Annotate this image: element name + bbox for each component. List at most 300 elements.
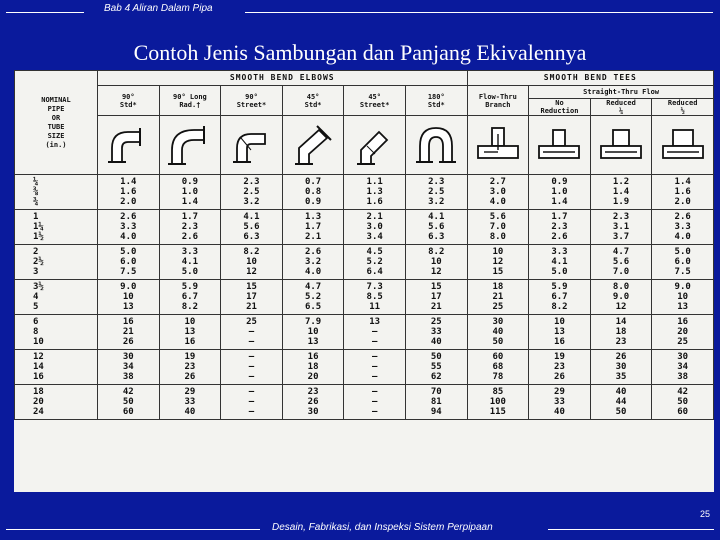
equivalent-length-value: 100 xyxy=(489,397,506,407)
equivalent-length-value: 94 xyxy=(430,407,442,417)
equivalent-length-value: 23 xyxy=(307,387,319,397)
fitting-illustration-cell xyxy=(529,116,591,175)
equivalent-length-value: 2.3 xyxy=(428,177,445,187)
equivalent-length-value: — xyxy=(371,387,378,397)
equivalent-length-value: 50 xyxy=(677,397,689,407)
pipe-size-value: 5 xyxy=(33,302,39,312)
equivalent-length-value: 26 xyxy=(307,397,319,407)
equivalent-length-value: 1.0 xyxy=(181,187,199,197)
equivalent-length-value: 15 xyxy=(430,282,442,292)
equivalent-length-value: 40 xyxy=(184,407,196,417)
equivalent-length-value: 38 xyxy=(122,372,134,382)
equivalent-length-value: 3.3 xyxy=(120,222,137,232)
equivalent-length-cell xyxy=(344,175,406,210)
tee-no-reduction-icon xyxy=(535,122,583,168)
equivalent-length-value: 2.3 xyxy=(243,177,260,187)
equivalent-length-value: 5.0 xyxy=(674,247,691,257)
equivalent-length-value: — xyxy=(371,397,378,407)
equivalent-length-cell xyxy=(405,350,467,385)
pipe-size-value: 6 xyxy=(33,317,39,327)
equivalent-length-cell xyxy=(590,210,652,245)
equivalent-length-value: 20 xyxy=(677,327,689,337)
equivalent-length-value: 4.1 xyxy=(428,212,445,222)
equivalent-length-value: 50 xyxy=(430,352,442,362)
equivalent-length-value: 5.2 xyxy=(366,257,383,267)
equivalent-length-cell xyxy=(529,245,591,280)
equivalent-length-value: 4.1 xyxy=(181,257,199,267)
equivalent-length-value: 2.5 xyxy=(243,187,260,197)
equivalent-length-value: 40 xyxy=(554,407,565,417)
page-number: 25 xyxy=(700,509,711,519)
column-header-0 xyxy=(98,86,160,116)
equivalent-length-value: 35 xyxy=(615,372,627,382)
pipe-size-value: ¾ xyxy=(33,197,39,207)
column-header-5 xyxy=(405,86,467,116)
equivalent-length-value: 5.9 xyxy=(551,282,568,292)
column-header-label: 90° Long xyxy=(173,92,207,101)
equivalent-length-cell xyxy=(405,385,467,420)
equivalent-length-value: 4.5 xyxy=(366,247,383,257)
pipe-size-cell xyxy=(15,245,98,280)
column-header-label: 90° xyxy=(121,92,135,101)
equivalent-length-value: 40 xyxy=(615,387,627,397)
equivalent-length-cell xyxy=(221,280,283,315)
header-rule-right xyxy=(245,12,713,13)
pipe-size-value: 16 xyxy=(33,372,44,382)
equivalent-length-value: 3.3 xyxy=(181,247,199,257)
fitting-illustration-cell xyxy=(159,116,221,175)
equivalent-length-value: 3.3 xyxy=(551,247,568,257)
equivalent-length-value: 17 xyxy=(430,292,442,302)
equivalent-length-cell xyxy=(405,175,467,210)
equivalent-length-value: 3.2 xyxy=(304,257,322,267)
equivalent-length-value: 10 xyxy=(307,327,319,337)
column-header-label: 45° xyxy=(306,92,320,101)
equivalent-length-value: 3.3 xyxy=(674,222,691,232)
size-group-row xyxy=(15,350,714,385)
equivalent-length-value: 4.7 xyxy=(612,247,630,257)
fitting-illustration-cell xyxy=(590,116,652,175)
equivalent-length-value: 4.7 xyxy=(304,282,322,292)
equivalent-length-value: 30 xyxy=(492,317,504,327)
equivalent-length-value: 21 xyxy=(122,327,134,337)
equivalent-length-value: 12 xyxy=(430,267,442,277)
pipe-size-value: 2 xyxy=(33,247,39,257)
equivalent-length-cell xyxy=(98,315,160,350)
equivalent-length-cell xyxy=(652,315,714,350)
equivalent-length-cell xyxy=(405,280,467,315)
equivalent-length-value: 17 xyxy=(246,292,257,302)
equivalent-length-cell xyxy=(344,280,406,315)
fitting-illustration-cell xyxy=(405,116,467,175)
equivalent-length-value: — xyxy=(248,397,255,407)
equivalent-length-value: 29 xyxy=(554,387,565,397)
equivalent-length-value: 0.9 xyxy=(551,177,568,187)
fitting-illustration-cell xyxy=(467,116,529,175)
equivalent-length-value: 2.3 xyxy=(181,222,199,232)
equivalent-length-cell xyxy=(282,350,344,385)
column-header-6 xyxy=(467,86,529,116)
column-header-sub: Std* xyxy=(427,100,445,109)
equivalent-length-value: 8.2 xyxy=(428,247,445,257)
column-header-8 xyxy=(590,99,652,116)
equivalent-length-value: 5.0 xyxy=(181,267,199,277)
equivalent-length-value: 6.7 xyxy=(181,292,199,302)
pipe-size-value: 12 xyxy=(33,352,44,362)
group-smooth-bend-elbows: SMOOTH BEND ELBOWS xyxy=(98,71,468,86)
equivalent-length-cell xyxy=(98,245,160,280)
equivalent-length-value: 5.0 xyxy=(551,267,568,277)
equivalent-length-value: 6.0 xyxy=(674,257,691,267)
equivalent-length-cell xyxy=(221,385,283,420)
equivalent-length-value: 1.4 xyxy=(674,177,691,187)
equivalent-length-cell xyxy=(159,350,221,385)
equivalent-length-value: 21 xyxy=(246,302,257,312)
column-header-sub: ½ xyxy=(680,107,685,115)
equivalent-length-value: 33 xyxy=(430,327,442,337)
equivalent-length-value: 68 xyxy=(492,362,504,372)
equivalent-length-value: 1.0 xyxy=(551,187,568,197)
equivalent-length-value: 3.2 xyxy=(428,197,445,207)
equivalent-length-value: 3.1 xyxy=(612,222,630,232)
equivalent-length-value: 19 xyxy=(554,352,565,362)
pipe-size-value: 3½ xyxy=(33,282,44,292)
equivalent-length-value: 6.3 xyxy=(243,232,260,242)
equivalent-length-value: 1.4 xyxy=(551,197,568,207)
equivalent-length-value: 6.3 xyxy=(428,232,445,242)
equivalent-length-value: 1.7 xyxy=(551,212,568,222)
equivalent-length-value: 20 xyxy=(307,372,319,382)
column-header-label: 180° xyxy=(427,92,445,101)
equivalent-length-value: 38 xyxy=(677,372,689,382)
equivalent-length-value: 2.6 xyxy=(674,212,691,222)
equivalent-length-value: 1.7 xyxy=(181,212,199,222)
equivalent-length-cell xyxy=(159,175,221,210)
equivalent-length-value: 42 xyxy=(677,387,689,397)
fitting-illustration-cell xyxy=(344,116,406,175)
equivalent-length-cell xyxy=(652,210,714,245)
equivalent-length-value: 13 xyxy=(369,317,381,327)
equivalent-length-value: 60 xyxy=(677,407,689,417)
footer-text: Desain, Fabrikasi, dan Inspeksi Sistem Perpipaan xyxy=(272,522,493,533)
equivalent-length-cell xyxy=(590,175,652,210)
equivalent-length-cell xyxy=(344,315,406,350)
fitting-illustration-cell xyxy=(98,116,160,175)
equivalent-length-value: 2.0 xyxy=(120,197,137,207)
fitting-illustration-cell xyxy=(282,116,344,175)
equivalent-length-value: 60 xyxy=(122,407,134,417)
equivalent-length-value: 15 xyxy=(492,267,504,277)
equivalent-length-value: — xyxy=(371,372,378,382)
equivalent-length-value: 23 xyxy=(615,337,627,347)
size-group-row xyxy=(15,280,714,315)
equivalent-length-value: 1.4 xyxy=(120,177,137,187)
equivalent-length-value: 70 xyxy=(430,387,442,397)
size-group-row xyxy=(15,245,714,280)
equivalent-length-value: 1.4 xyxy=(612,187,630,197)
equivalent-length-cell xyxy=(467,385,529,420)
equivalent-length-cell xyxy=(405,210,467,245)
equivalent-length-cell xyxy=(467,210,529,245)
equivalent-length-value: 50 xyxy=(615,407,627,417)
equivalent-length-value: 5.9 xyxy=(181,282,199,292)
equivalent-length-value: 21 xyxy=(492,292,504,302)
equivalent-length-value: 81 xyxy=(430,397,442,407)
size-group-row xyxy=(15,315,714,350)
equivalent-length-value: 8.5 xyxy=(366,292,383,302)
nominal-size-header-word: TUBE xyxy=(47,122,65,131)
equivalent-length-cell xyxy=(98,350,160,385)
nominal-size-header-word: OR xyxy=(51,113,61,122)
equivalent-length-cell xyxy=(529,210,591,245)
equivalent-length-value: 18 xyxy=(492,282,504,292)
equivalent-length-value: 16 xyxy=(554,337,565,347)
equivalent-length-cell xyxy=(159,385,221,420)
equivalent-length-cell xyxy=(405,245,467,280)
equivalent-length-value: — xyxy=(248,352,255,362)
column-header-2 xyxy=(221,86,283,116)
equivalent-length-cell xyxy=(98,385,160,420)
nominal-size-header xyxy=(15,71,98,175)
equivalent-length-cell xyxy=(98,210,160,245)
equivalent-length-value: 16 xyxy=(122,317,134,327)
equivalent-length-value: 4.1 xyxy=(243,212,260,222)
equivalent-length-value: 1.6 xyxy=(674,187,691,197)
pipe-size-value: 2½ xyxy=(33,257,44,267)
equivalent-length-cell xyxy=(344,350,406,385)
equivalent-length-cell xyxy=(590,385,652,420)
equivalent-length-value: 40 xyxy=(430,337,442,347)
column-header-label: 45° xyxy=(368,92,381,101)
fitting-illustration-cell xyxy=(652,116,714,175)
equivalent-length-value: — xyxy=(371,337,378,347)
tee-reduced-quarter-icon xyxy=(597,122,645,168)
equivalent-length-value: 29 xyxy=(184,387,196,397)
equivalent-length-cell xyxy=(344,385,406,420)
footer-bar xyxy=(0,520,720,540)
nominal-size-header-word: SIZE xyxy=(47,131,65,140)
equivalent-length-value: 10 xyxy=(492,247,504,257)
equivalent-length-value: 18 xyxy=(307,362,319,372)
pipe-size-cell xyxy=(15,280,98,315)
column-header-label: Flow-Thru xyxy=(478,92,517,101)
equivalent-length-value: — xyxy=(248,327,255,337)
equivalent-length-value: — xyxy=(248,387,255,397)
equivalent-length-cell xyxy=(529,385,591,420)
equivalent-length-value: 13 xyxy=(554,327,565,337)
elbow-90-std-icon xyxy=(104,122,152,168)
equivalent-length-value: 3.4 xyxy=(366,232,383,242)
equivalent-length-value: 60 xyxy=(492,352,504,362)
pipe-size-value: 14 xyxy=(33,362,44,372)
equivalent-length-value: 5.2 xyxy=(304,292,322,302)
column-header-label: Reduced xyxy=(606,99,636,107)
return-180-icon xyxy=(412,122,460,168)
equivalent-length-value: 40 xyxy=(492,327,504,337)
subgroup-header-row xyxy=(15,86,714,99)
equivalent-length-value: 26 xyxy=(122,337,134,347)
pipe-size-value: 1½ xyxy=(33,232,44,242)
equivalent-length-value: 7.9 xyxy=(304,317,322,327)
equivalent-length-value: 85 xyxy=(492,387,504,397)
equivalent-length-value: 26 xyxy=(184,372,196,382)
equivalent-length-value: 62 xyxy=(430,372,442,382)
equivalent-length-cell xyxy=(405,315,467,350)
equivalent-length-value: 13 xyxy=(307,337,319,347)
equivalent-length-value: 25 xyxy=(246,317,257,327)
equivalent-length-cell xyxy=(344,210,406,245)
elbow-90-long-icon xyxy=(166,122,214,168)
equivalent-length-cell xyxy=(282,245,344,280)
equivalent-length-cell xyxy=(529,175,591,210)
column-header-4 xyxy=(344,86,406,116)
equivalent-length-cell xyxy=(652,245,714,280)
equivalent-length-value: 30 xyxy=(122,352,134,362)
equivalent-length-value: 5.6 xyxy=(243,222,260,232)
equivalent-length-value: 8.2 xyxy=(181,302,199,312)
elbow-45-street-icon xyxy=(351,122,399,168)
equivalent-length-value: 2.3 xyxy=(551,222,568,232)
pipe-size-value: 1¼ xyxy=(33,222,44,232)
equivalent-length-value: 1.2 xyxy=(612,177,630,187)
equivalent-length-value: 42 xyxy=(122,387,134,397)
equivalent-length-value: 5.6 xyxy=(489,212,506,222)
equivalent-length-cell xyxy=(344,245,406,280)
column-header-sub: Street* xyxy=(359,100,390,109)
equivalent-length-cell xyxy=(159,210,221,245)
equivalent-length-value: 2.1 xyxy=(304,232,322,242)
pipe-size-cell xyxy=(15,315,98,350)
equivalent-length-cell xyxy=(159,315,221,350)
column-header-label: No xyxy=(555,99,564,107)
pipe-size-value: 1 xyxy=(33,212,39,222)
pipe-size-value: 10 xyxy=(33,337,44,347)
column-header-1 xyxy=(159,86,221,116)
equivalent-length-cell xyxy=(282,175,344,210)
equivalent-length-value: 8.0 xyxy=(489,232,506,242)
nominal-size-header-word: PIPE xyxy=(47,104,65,113)
equivalent-length-value: 1.6 xyxy=(120,187,137,197)
nominal-size-header-word: NOMINAL xyxy=(41,95,71,104)
equivalent-length-value: 4.1 xyxy=(551,257,568,267)
equivalent-length-cell xyxy=(467,350,529,385)
pipe-size-value: 8 xyxy=(33,327,39,337)
equivalent-length-value: 12 xyxy=(492,257,504,267)
equivalent-length-value: 16 xyxy=(184,337,196,347)
equivalent-length-value: 13 xyxy=(184,327,196,337)
equivalent-length-value: 23 xyxy=(184,362,196,372)
pipe-size-cell xyxy=(15,385,98,420)
equivalent-length-value: 1.6 xyxy=(366,197,383,207)
fitting-illustration-cell xyxy=(221,116,283,175)
group-header-row xyxy=(15,71,714,86)
equivalent-length-value: 15 xyxy=(246,282,257,292)
equivalent-length-value: — xyxy=(371,327,378,337)
equivalent-length-value: 8.0 xyxy=(612,282,630,292)
equivalent-length-value: 1.3 xyxy=(304,212,322,222)
equivalent-length-value: 3.2 xyxy=(243,197,260,207)
equivalent-length-value: 14 xyxy=(615,317,627,327)
equivalent-length-value: 1.3 xyxy=(366,187,383,197)
equivalent-length-value: 0.9 xyxy=(304,197,322,207)
equivalent-length-value: 23 xyxy=(554,362,565,372)
equivalent-length-value: — xyxy=(371,352,378,362)
equivalent-length-value: 0.8 xyxy=(304,187,322,197)
equivalent-length-value: 2.3 xyxy=(612,212,630,222)
equivalent-length-value: 9.0 xyxy=(612,292,630,302)
equivalent-length-cell xyxy=(282,280,344,315)
tee-reduced-half-icon xyxy=(659,122,707,168)
equivalent-length-value: 8.2 xyxy=(243,247,260,257)
equivalent-length-value: — xyxy=(248,362,255,372)
equivalent-length-value: 78 xyxy=(492,372,504,382)
equivalent-length-value: 3.0 xyxy=(366,222,383,232)
tee-branch-icon xyxy=(474,122,522,168)
equivalent-length-value: 10 xyxy=(184,317,196,327)
equivalent-length-value: 1.4 xyxy=(181,197,199,207)
equivalent-length-cell xyxy=(590,280,652,315)
equivalent-length-value: 34 xyxy=(677,362,689,372)
equivalent-length-cell xyxy=(221,210,283,245)
chapter-header: Bab 4 Aliran Dalam Pipa xyxy=(104,3,213,14)
equivalent-length-value: 4.0 xyxy=(304,267,322,277)
column-header-9 xyxy=(652,99,714,116)
equivalent-length-value: 25 xyxy=(430,317,442,327)
pipe-size-cell xyxy=(15,210,98,245)
equivalent-length-value: 8.2 xyxy=(551,302,568,312)
pipe-size-value: 20 xyxy=(33,397,44,407)
column-header-sub: Std* xyxy=(304,100,322,109)
equivalent-length-value: — xyxy=(248,372,255,382)
pipe-size-value: ⅜ xyxy=(33,187,39,197)
equivalent-length-value: 21 xyxy=(430,302,442,312)
equivalent-length-value: 2.6 xyxy=(120,212,137,222)
column-header-sub: Std* xyxy=(119,100,137,109)
header-rule-left xyxy=(6,12,84,13)
equivalent-length-value: 10 xyxy=(430,257,442,267)
equivalent-length-value: 30 xyxy=(615,362,627,372)
equivalent-length-value: 12 xyxy=(615,302,627,312)
equivalent-length-cell xyxy=(652,175,714,210)
equivalent-length-value: 7.0 xyxy=(612,267,630,277)
equivalent-length-cell xyxy=(467,315,529,350)
equivalent-length-value: 30 xyxy=(677,352,689,362)
equivalent-length-value: 55 xyxy=(430,362,442,372)
equivalent-length-value: 16 xyxy=(677,317,689,327)
equivalent-length-value: 2.5 xyxy=(428,187,445,197)
equivalent-length-value: 26 xyxy=(554,372,565,382)
column-header-sub: Reduction xyxy=(540,107,579,115)
fittings-equivalent-length-table xyxy=(14,70,714,492)
equivalent-length-value: 10 xyxy=(122,292,134,302)
equivalent-length-cell xyxy=(221,315,283,350)
equivalent-length-value: 25 xyxy=(492,302,504,312)
equivalent-length-value: 0.7 xyxy=(304,177,322,187)
column-header-label: 90° xyxy=(245,92,258,101)
size-group-row xyxy=(15,210,714,245)
equivalent-length-value: 9.0 xyxy=(120,282,137,292)
equivalent-length-value: 6.0 xyxy=(120,257,137,267)
equivalent-length-value: 12 xyxy=(246,267,257,277)
column-header-sub: Rad.† xyxy=(179,100,201,109)
equivalent-length-value: 9.0 xyxy=(674,282,691,292)
equivalent-length-cell xyxy=(221,350,283,385)
column-header-label: Reduced xyxy=(667,99,698,107)
equivalent-length-value: 6.7 xyxy=(551,292,568,302)
equivalent-length-value: 1.9 xyxy=(612,197,630,207)
equivalent-length-value: 13 xyxy=(677,302,689,312)
equivalent-length-value: 4.0 xyxy=(120,232,137,242)
